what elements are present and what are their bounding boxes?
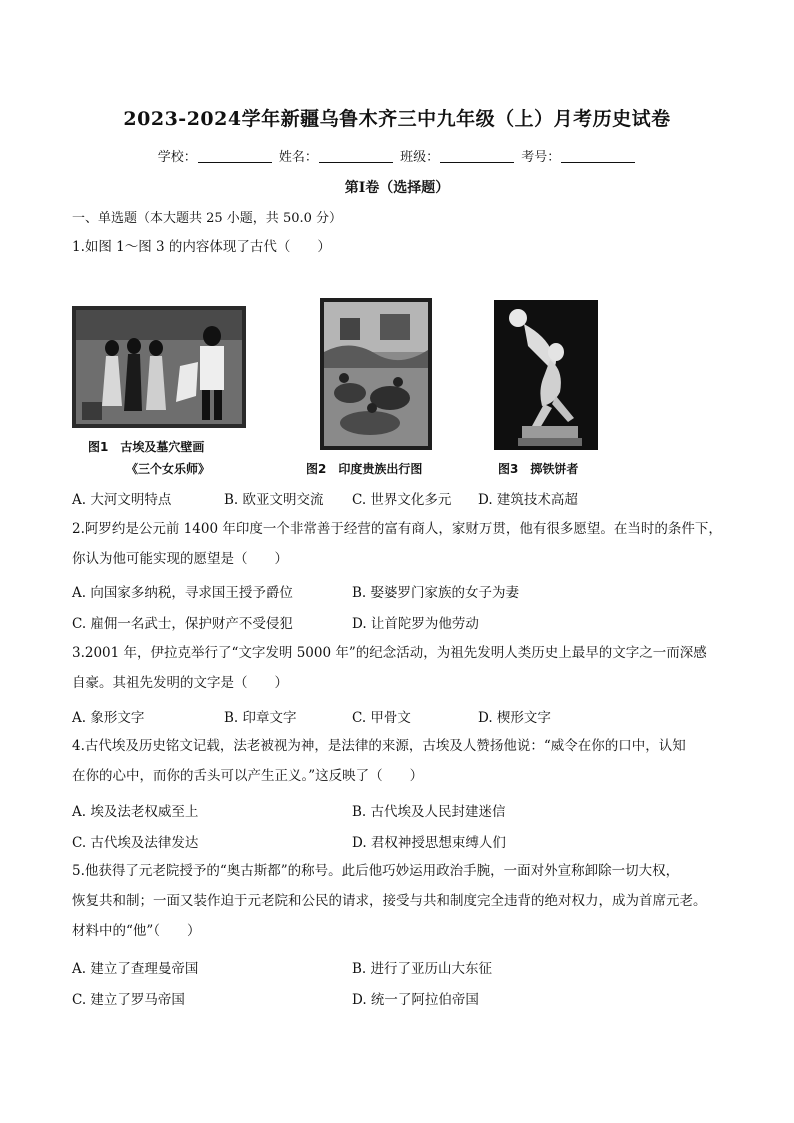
student-info-row [0, 146, 794, 165]
question-2-options-row-1 [72, 581, 732, 601]
name-label: 姓名： [278, 150, 318, 165]
figure-3-image [494, 300, 598, 450]
question-4-line-1: 4.古代埃及历史铭文记载，法老被视为神，是法律的来源，古埃及人赞扬他说：“威令在你的口中，认知 [72, 738, 686, 754]
question-5-option-b[interactable]: B. 进行了亚历山大东征 [352, 961, 493, 977]
name-blank[interactable] [319, 150, 393, 163]
question-5-line-3: 材料中的“他”（ ） [72, 923, 201, 939]
indian-procession-icon [320, 298, 432, 450]
question-1-option-d[interactable]: D. 建筑技术高超 [478, 492, 578, 508]
question-4 [72, 731, 732, 791]
question-3-option-b[interactable]: B. 印章文字 [224, 710, 297, 726]
figure-2-image [320, 298, 432, 450]
figure-2-caption: 图2 印度贵族出行图 [306, 462, 423, 476]
question-5-option-a[interactable]: A. 建立了查理曼帝国 [72, 961, 199, 977]
question-2-option-b[interactable]: B. 娶婆罗门家族的女子为妻 [352, 585, 520, 601]
question-4-option-b[interactable]: B. 古代埃及人民封建迷信 [352, 804, 506, 820]
question-4-options-row-2 [72, 831, 732, 851]
question-1-options [72, 488, 732, 508]
question-2-option-a[interactable]: A. 向国家多纳税，寻求国王授予爵位 [72, 585, 293, 601]
question-2-line-2: 你认为他可能实现的愿望是（ ） [72, 551, 288, 567]
question-1 [72, 232, 732, 262]
school-label: 学校： [157, 150, 197, 165]
page-title: 2023-2024学年新疆乌鲁木齐三中九年级（上）月考历史试卷 [123, 108, 671, 130]
question-3-options [72, 706, 732, 726]
class-label: 班级： [400, 150, 440, 165]
figure-1-caption-line1: 图1 古埃及墓穴壁画 [88, 440, 205, 454]
question-3 [72, 638, 732, 698]
question-1-option-c[interactable]: C. 世界文化多元 [352, 492, 452, 508]
question-1-option-b[interactable]: B. 欧亚文明交流 [224, 492, 324, 508]
question-4-option-c[interactable]: C. 古代埃及法律发达 [72, 835, 199, 851]
class-blank[interactable] [440, 150, 514, 163]
question-5-option-c[interactable]: C. 建立了罗马帝国 [72, 992, 185, 1008]
question-4-line-2: 在你的心中，而你的舌头可以产生正义。”这反映了（ ） [72, 768, 424, 784]
question-3-line-1: 3.2001 年，伊拉克举行了“文字发明 5000 年”的纪念活动，为祖先发明人类历史上最早的文字之一而深感 [72, 645, 707, 661]
egyptian-mural-icon [72, 306, 246, 428]
question-1-line: 1.如图 1～图 3 的内容体现了古代（ ） [72, 239, 331, 255]
question-2-option-c[interactable]: C. 雇佣一名武士，保护财产不受侵犯 [72, 616, 293, 632]
question-2-options-row-2 [72, 612, 732, 632]
figure-1-caption-line2: 《三个女乐师》 [126, 462, 211, 476]
section-heading: 一、单选题（本大题共 25 小题，共 50.0 分） [72, 211, 343, 226]
question-3-option-c[interactable]: C. 甲骨文 [352, 710, 411, 726]
question-4-option-a[interactable]: A. 埃及法老权威至上 [72, 804, 199, 820]
question-4-options-row-1 [72, 800, 732, 820]
figure-1-image [72, 306, 246, 428]
question-3-option-a[interactable]: A. 象形文字 [72, 710, 145, 726]
number-blank[interactable] [561, 150, 635, 163]
figure-3-caption: 图3 掷铁饼者 [498, 462, 579, 476]
question-5-line-1: 5.他获得了元老院授予的“奥古斯都”的称号。此后他巧妙运用政治手腕，一面对外宣称卸除一切大权， [72, 863, 680, 879]
question-2 [72, 514, 732, 574]
volume-heading: 第Ⅰ卷（选择题） [344, 180, 450, 196]
question-2-line-1: 2.阿罗约是公元前 1400 年印度一个非常善于经营的富有商人，家财万贯，他有很多愿望。在当时的条件下， [72, 521, 722, 537]
question-5-option-d[interactable]: D. 统一了阿拉伯帝国 [352, 992, 479, 1008]
number-label: 考号： [521, 150, 561, 165]
discus-thrower-statue-icon [494, 300, 598, 450]
question-5-options-row-2 [72, 988, 732, 1008]
question-5 [72, 856, 732, 946]
question-5-line-2: 恢复共和制；一面又装作迫于元老院和公民的请求，接受与共和制度完全违背的绝对权力，成为首席元老。 [72, 893, 707, 909]
question-3-line-2: 自豪。其祖先发明的文字是（ ） [72, 675, 288, 691]
question-1-option-a[interactable]: A. 大河文明特点 [72, 492, 172, 508]
question-3-option-d[interactable]: D. 楔形文字 [478, 710, 551, 726]
question-4-option-d[interactable]: D. 君权神授思想束缚人们 [352, 835, 506, 851]
school-blank[interactable] [198, 150, 272, 163]
question-2-option-d[interactable]: D. 让首陀罗为他劳动 [352, 616, 479, 632]
question-5-options-row-1 [72, 957, 732, 977]
